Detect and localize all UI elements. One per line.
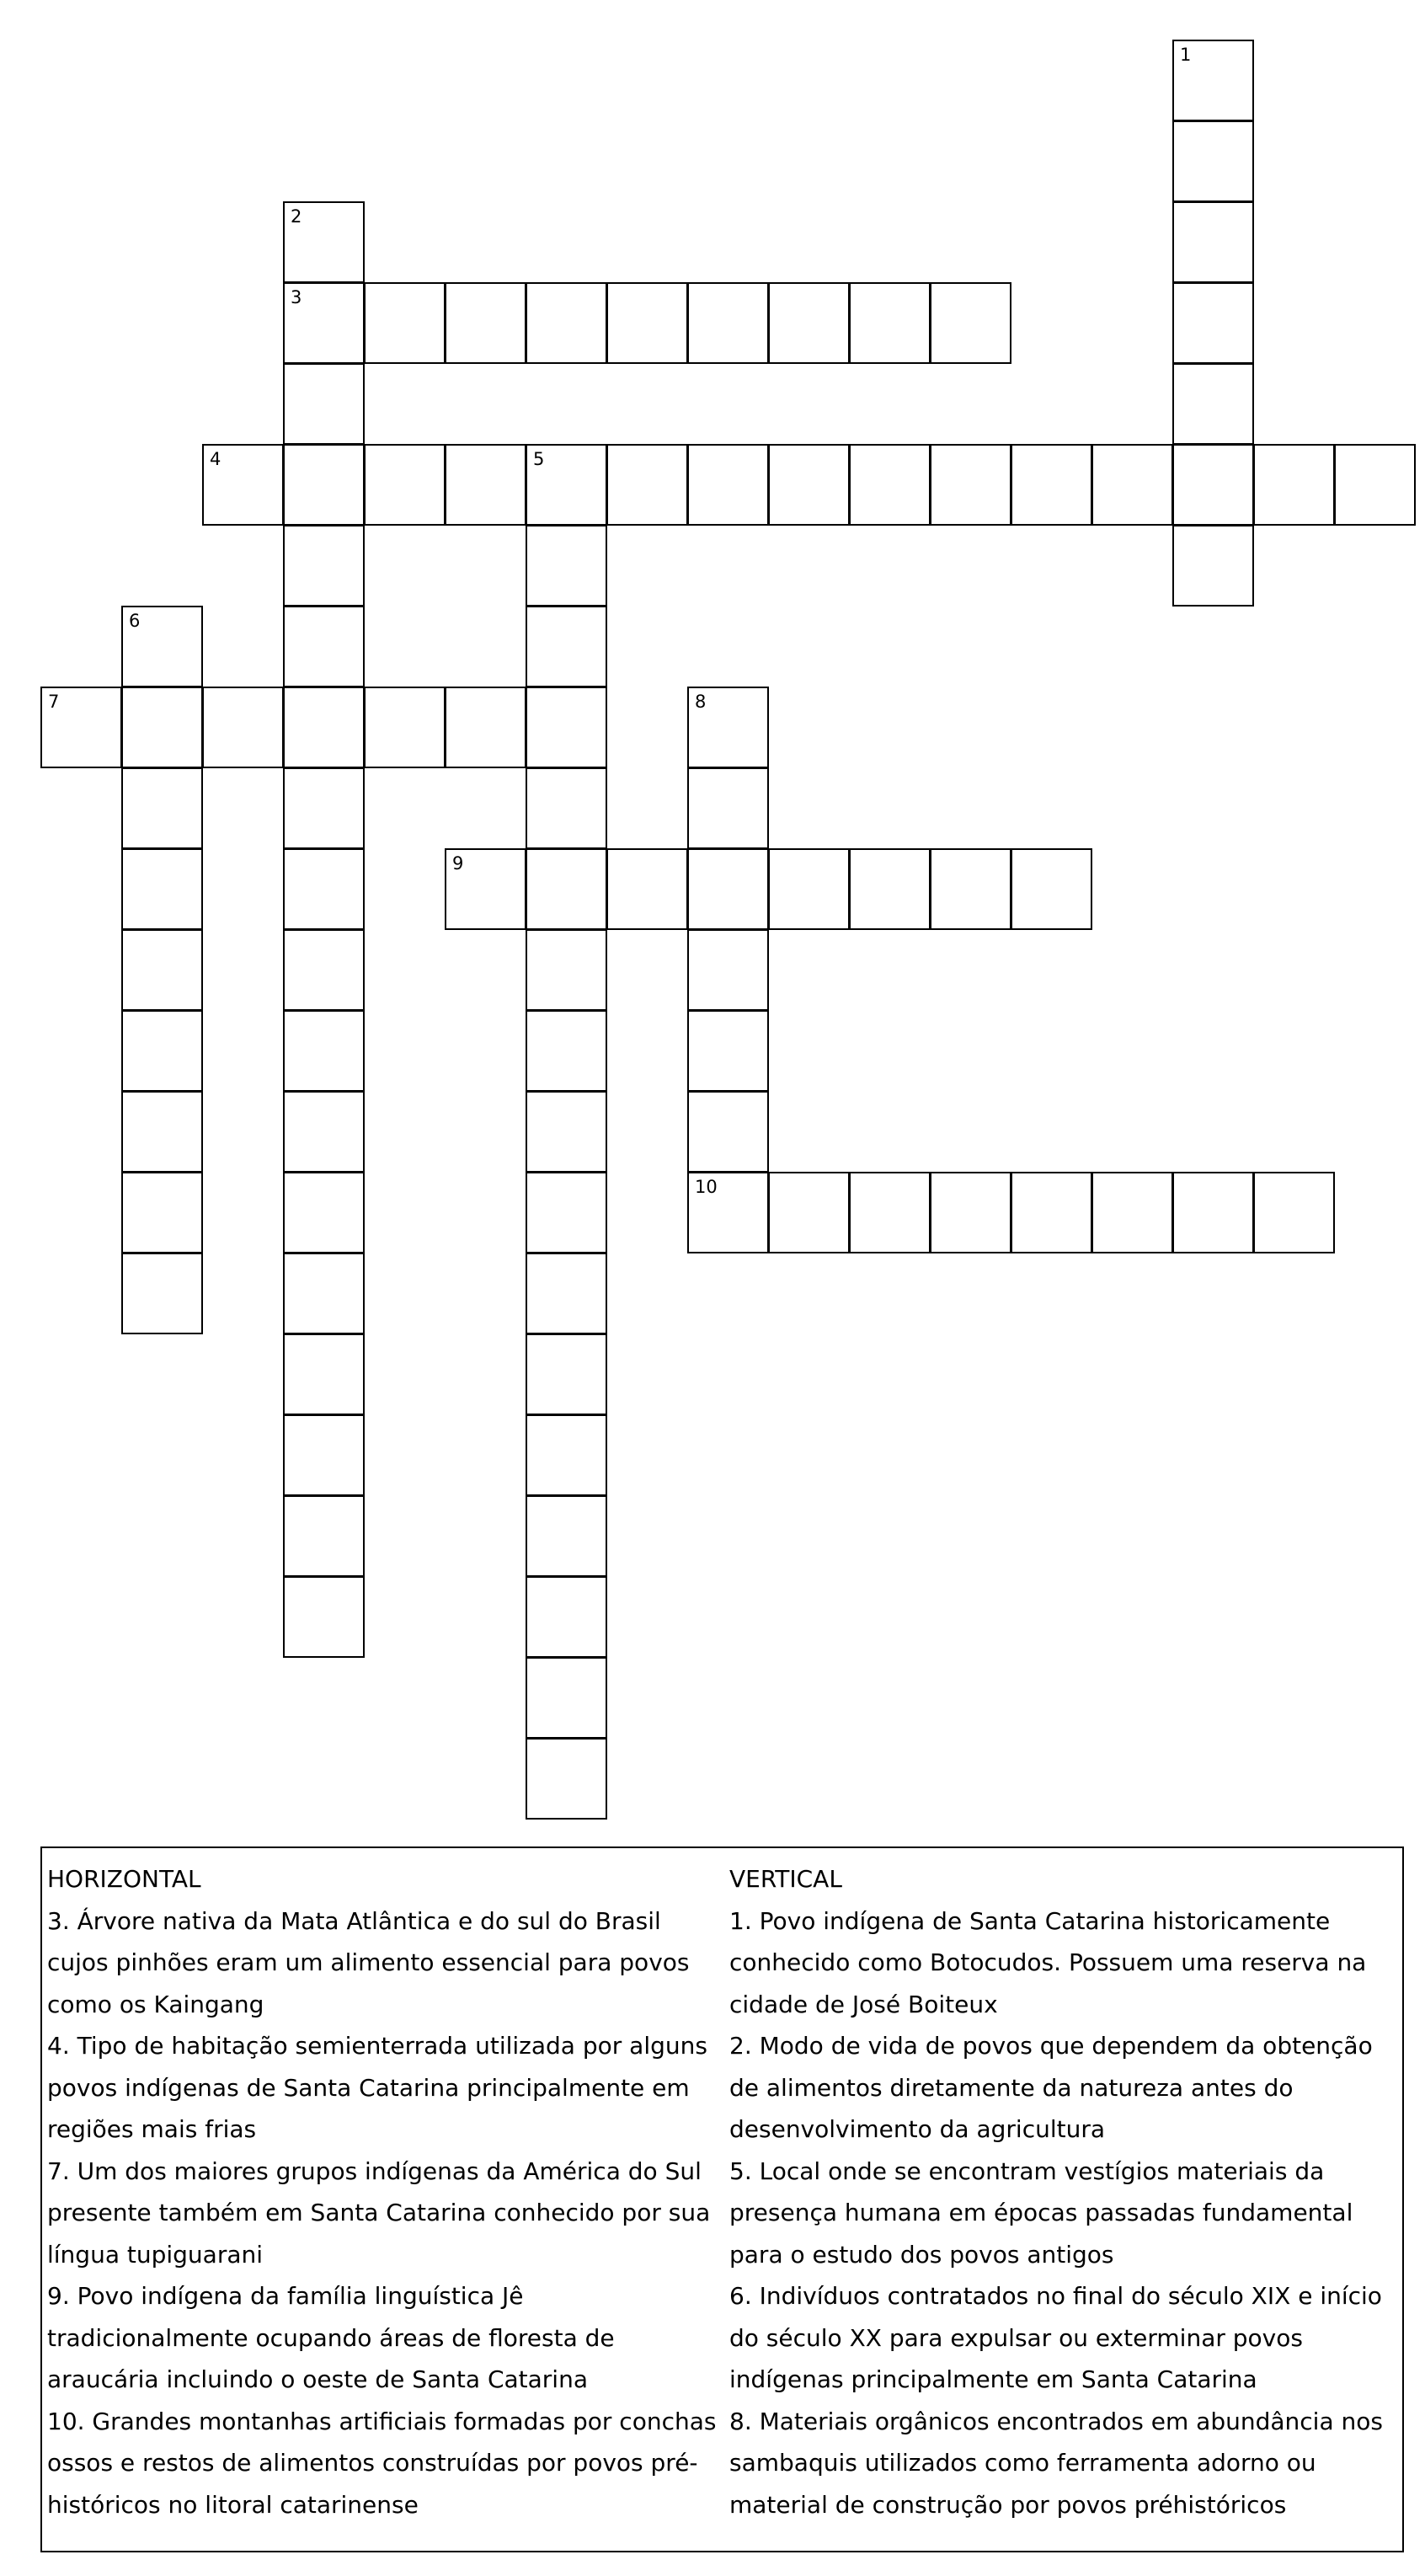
crossword-cell[interactable] <box>1172 363 1254 445</box>
clue-number: 4 <box>210 449 221 469</box>
crossword-cell[interactable] <box>1091 1172 1173 1253</box>
crossword-cell[interactable] <box>445 848 526 930</box>
crossword-cell[interactable] <box>1172 120 1254 202</box>
crossword-cell[interactable] <box>283 282 365 364</box>
crossword-cell[interactable] <box>930 848 1011 930</box>
crossword-cell[interactable] <box>526 1495 607 1577</box>
crossword-cell[interactable] <box>283 1495 365 1577</box>
crossword-cell[interactable] <box>445 282 526 364</box>
crossword-cell[interactable] <box>121 1172 203 1253</box>
crossword-cell[interactable] <box>768 848 850 930</box>
crossword-cell[interactable] <box>1172 40 1254 121</box>
crossword-cell[interactable] <box>1091 444 1173 526</box>
across-clue-7: 7. Um dos maiores grupos indígenas da América do Sul presente também em Santa Catarina conhecido por sua língua tupiguarani <box>47 2156 711 2269</box>
clue-number: 2 <box>291 206 302 227</box>
crossword-cell[interactable] <box>687 1010 769 1092</box>
crossword-cell[interactable] <box>849 282 931 364</box>
clue-number: 1 <box>1180 45 1192 65</box>
crossword-cell[interactable] <box>526 1738 607 1820</box>
crossword-cell[interactable] <box>283 525 365 607</box>
down-title: VERTICAL <box>729 1865 842 1893</box>
crossword-cell[interactable] <box>687 444 769 526</box>
crossword-cell[interactable] <box>849 1172 931 1253</box>
crossword-cell[interactable] <box>1011 848 1092 930</box>
crossword-cell[interactable] <box>364 444 446 526</box>
crossword-cell[interactable] <box>526 1091 607 1173</box>
crossword-cell[interactable] <box>283 1172 365 1253</box>
across-clue-3: 3. Árvore nativa da Mata Atlântica e do sul do Brasil cujos pinhões eram um alimento essencial para povos como os Kaingang <box>47 1906 690 2018</box>
crossword-cell[interactable] <box>121 1010 203 1092</box>
clue-number: 7 <box>48 692 60 712</box>
crossword-cell[interactable] <box>526 606 607 687</box>
crossword-cell[interactable] <box>930 282 1011 364</box>
crossword-cell[interactable] <box>1011 1172 1092 1253</box>
across-clue-9: 9. Povo indígena da família linguística Jê tradicionalmente ocupando áreas de floresta de araucária incluindo o oeste de Santa Catarina <box>47 2282 615 2393</box>
clue-number: 9 <box>452 853 464 874</box>
crossword-cell[interactable] <box>1253 444 1335 526</box>
crossword-cell[interactable] <box>526 1576 607 1658</box>
clues-box <box>40 1846 1404 2552</box>
crossword-cell[interactable] <box>283 1576 365 1658</box>
crossword-cell[interactable] <box>526 848 607 930</box>
crossword-cell[interactable] <box>526 929 607 1011</box>
crossword-cell[interactable] <box>283 1414 365 1496</box>
crossword-cell[interactable] <box>526 282 607 364</box>
crossword-cell[interactable] <box>121 929 203 1011</box>
clue-number: 8 <box>695 692 707 712</box>
crossword-cell[interactable] <box>40 687 122 768</box>
crossword-cell[interactable] <box>606 282 688 364</box>
crossword-cell[interactable] <box>526 525 607 607</box>
crossword-cell[interactable] <box>364 687 446 768</box>
clue-number: 3 <box>291 287 302 307</box>
crossword-cell[interactable] <box>526 1414 607 1496</box>
crossword-cell[interactable] <box>283 201 365 283</box>
down-clue-6: 6. Indivíduos contratados no final do século XIX e início do século XX para expulsar ou exterminar povos indígenas principalmente em Santa Catarina <box>729 2282 1382 2393</box>
crossword-cell[interactable] <box>849 444 931 526</box>
crossword-cell[interactable] <box>202 444 284 526</box>
crossword-cell[interactable] <box>606 444 688 526</box>
crossword-cell[interactable] <box>526 1010 607 1092</box>
crossword-cell[interactable] <box>687 767 769 849</box>
crossword-cell[interactable] <box>121 1253 203 1334</box>
crossword-cell[interactable] <box>768 282 850 364</box>
crossword-cell[interactable] <box>930 444 1011 526</box>
crossword-cell[interactable] <box>526 687 607 768</box>
clue-number: 5 <box>533 449 545 469</box>
crossword-cell[interactable] <box>526 1333 607 1415</box>
crossword-cell[interactable] <box>283 444 365 526</box>
crossword-cell[interactable] <box>283 1253 365 1334</box>
across-clue-10: 10. Grandes montanhas artificiais formadas por conchas ossos e restos de alimentos construídas por povos pré-históricos no litoral catarinense <box>47 2407 717 2519</box>
crossword-cell[interactable] <box>1334 444 1416 526</box>
crossword-cell[interactable] <box>283 606 365 687</box>
crossword-cell[interactable] <box>526 1253 607 1334</box>
crossword-cell[interactable] <box>283 767 365 849</box>
crossword-cell[interactable] <box>283 1091 365 1173</box>
down-clue-8: 8. Materiais orgânicos encontrados em abundância nos sambaquis utilizados como ferramenta adorno ou material de construção por povos préhistóricos <box>729 2407 1383 2519</box>
crossword-cell[interactable] <box>1253 1172 1335 1253</box>
down-clue-5: 5. Local onde se encontram vestígios materiais da presença humana em épocas passadas fundamental para o estudo dos povos antigos <box>729 2156 1353 2269</box>
crossword-cell[interactable] <box>687 848 769 930</box>
crossword-cell[interactable] <box>606 848 688 930</box>
crossword-cell[interactable] <box>364 282 446 364</box>
crossword-cell[interactable] <box>768 444 850 526</box>
crossword-cell[interactable] <box>121 606 203 687</box>
crossword-cell[interactable] <box>849 848 931 930</box>
crossword-cell[interactable] <box>1172 444 1254 526</box>
crossword-cell[interactable] <box>445 687 526 768</box>
across-clue-4: 4. Tipo de habitação semienterrada utilizada por alguns povos indígenas de Santa Catarina principalmente em regiões mais frias <box>47 2032 707 2143</box>
crossword-cell[interactable] <box>445 444 526 526</box>
crossword-cell[interactable] <box>283 929 365 1011</box>
crossword-cell[interactable] <box>121 1091 203 1173</box>
crossword-cell[interactable] <box>687 1172 769 1253</box>
crossword-cell[interactable] <box>687 929 769 1011</box>
crossword-cell[interactable] <box>526 767 607 849</box>
across-clues <box>47 1858 728 2525</box>
crossword-cell[interactable] <box>121 767 203 849</box>
crossword-cell[interactable] <box>1011 444 1092 526</box>
crossword-cell[interactable] <box>283 363 365 445</box>
crossword-cell[interactable] <box>1172 282 1254 364</box>
crossword-cell[interactable] <box>930 1172 1011 1253</box>
crossword-cell[interactable] <box>687 282 769 364</box>
crossword-cell[interactable] <box>526 444 607 526</box>
crossword-cell[interactable] <box>768 1172 850 1253</box>
crossword-cell[interactable] <box>526 1172 607 1253</box>
down-clues <box>729 1858 1403 2525</box>
crossword-cell[interactable] <box>283 687 365 768</box>
across-title: HORIZONTAL <box>47 1865 201 1893</box>
crossword-cell[interactable] <box>283 1010 365 1092</box>
crossword-cell[interactable] <box>283 1333 365 1415</box>
down-clue-1: 1. Povo indígena de Santa Catarina historicamente conhecido como Botocudos. Possuem uma reserva na cidade de José Boiteux <box>729 1906 1367 2018</box>
down-clue-2: 2. Modo de vida de povos que dependem da obtenção de alimentos diretamente da natureza antes do desenvolvimento da agricultura <box>729 2032 1373 2143</box>
crossword-cell[interactable] <box>283 848 365 930</box>
crossword-cell[interactable] <box>687 1091 769 1173</box>
crossword-cell[interactable] <box>121 848 203 930</box>
crossword-cell[interactable] <box>526 1657 607 1739</box>
crossword-cell[interactable] <box>1172 525 1254 607</box>
crossword-cell[interactable] <box>1172 1172 1254 1253</box>
crossword-cell[interactable] <box>121 687 203 768</box>
clue-number: 10 <box>695 1177 718 1197</box>
clue-number: 6 <box>129 611 141 631</box>
crossword-cell[interactable] <box>687 687 769 768</box>
crossword-cell[interactable] <box>1172 201 1254 283</box>
crossword-cell[interactable] <box>202 687 284 768</box>
